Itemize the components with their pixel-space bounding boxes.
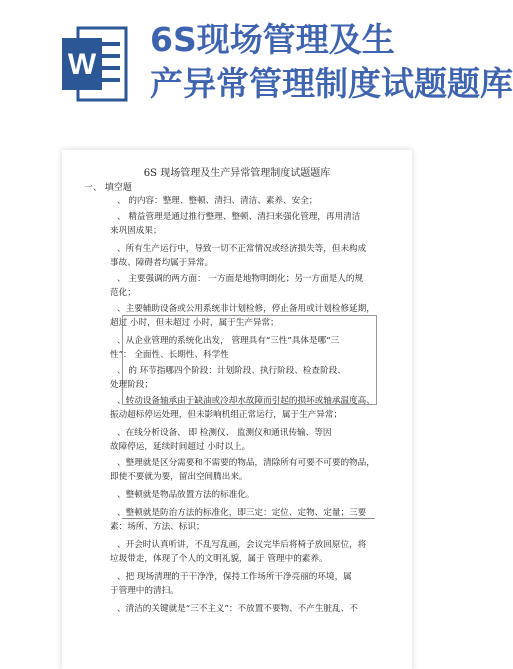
- text-line: 、 精益管理是通过推行整理、整顿、清扫来强化管理，再用清洁: [117, 212, 361, 222]
- text-line: 来巩固成果；: [110, 226, 162, 236]
- text-line: 、从企业管理的系统化出发， 管理具有“三性”具体是哪“三: [117, 336, 340, 346]
- text-line: 、开会时认真听讲，不乱写乱画，会议完毕后将椅子放回原位，将: [117, 540, 367, 550]
- text-line: 于管理中的清扫。: [110, 586, 179, 596]
- text-line: 即使不要就为要，留出空间腾出来。: [110, 472, 248, 482]
- section-heading: 一、 填空题: [84, 183, 132, 193]
- text-line: 垃圾带走，体现了个人的文明礼貌，属于 管理中的素养。: [110, 554, 328, 564]
- header-title-line2: 产异常管理制度试题题库: [150, 64, 513, 103]
- text-line: 、整顿就是物品放置方法的标准化。: [117, 490, 255, 500]
- header-title: [150, 18, 513, 106]
- document-title: 6S 现场管理及生产异常管理制度试题题库: [143, 168, 331, 179]
- word-document-icon: [60, 24, 130, 104]
- text-line: 、在线分析设备、 即 检测仪、 监测仪和通讯传输、等因: [117, 428, 332, 438]
- text-line: 、转动设备轴承由于缺油或冷却水故障而引起的损坏或轴承温度高、: [117, 396, 375, 406]
- text-line: 范化；: [110, 288, 136, 298]
- text-line: 、把 现场清理的干干净净，保持工作场所干净亮丽的环境，属: [117, 572, 352, 582]
- text-line: 、清洁的关键就是“三不主义”：不放置不要物、不产生脏乱、不: [117, 604, 358, 614]
- text-line: 事故、障碍者均属于异常。: [110, 258, 214, 268]
- document-page: [62, 150, 412, 669]
- text-line: 素：场所、方法、标识；: [110, 522, 205, 532]
- text-line: 振动超标停运处理，但未影响机组正常运行，属于生产异常；: [110, 410, 343, 420]
- text-line: 、整顿就是防治方法的标准化，即三定：定位、定物、定量；三要: [117, 508, 367, 518]
- text-line: 故障停运，延续时间超过 小时以上。: [110, 442, 251, 452]
- text-line: 处理阶段；: [110, 380, 153, 390]
- svg-text:W: W: [67, 48, 97, 81]
- text-line: 、 的 环节指哪四个阶段：计划阶段、执行阶段、检查阶段、: [117, 366, 346, 376]
- text-line: 、整理就是区分需要和不需要的物品，清除所有可要不可要的物品，: [117, 458, 375, 468]
- text-line: 、 主要强调的两方面： 一方面是地物明朗化；另一方面是人的规: [117, 274, 364, 284]
- text-line: 、所有生产运行中，导致一切不正常情况或经济损失等，但未构成: [117, 244, 367, 254]
- header-banner: [0, 0, 513, 140]
- text-line: 超过 小时，但未超过 小时，属于生产异常；: [110, 318, 279, 328]
- text-line: 、 的内容：整理、整顿、清扫、清洁、素养、安全；: [117, 196, 318, 206]
- text-line: 、主要辅助设备或公用系统非计划检修，停止备用或计划检修延期，: [117, 304, 375, 314]
- header-title-line1: 6S现场管理及生: [150, 20, 395, 59]
- text-line: 性”： 全面性、长期性、科学性: [110, 350, 229, 360]
